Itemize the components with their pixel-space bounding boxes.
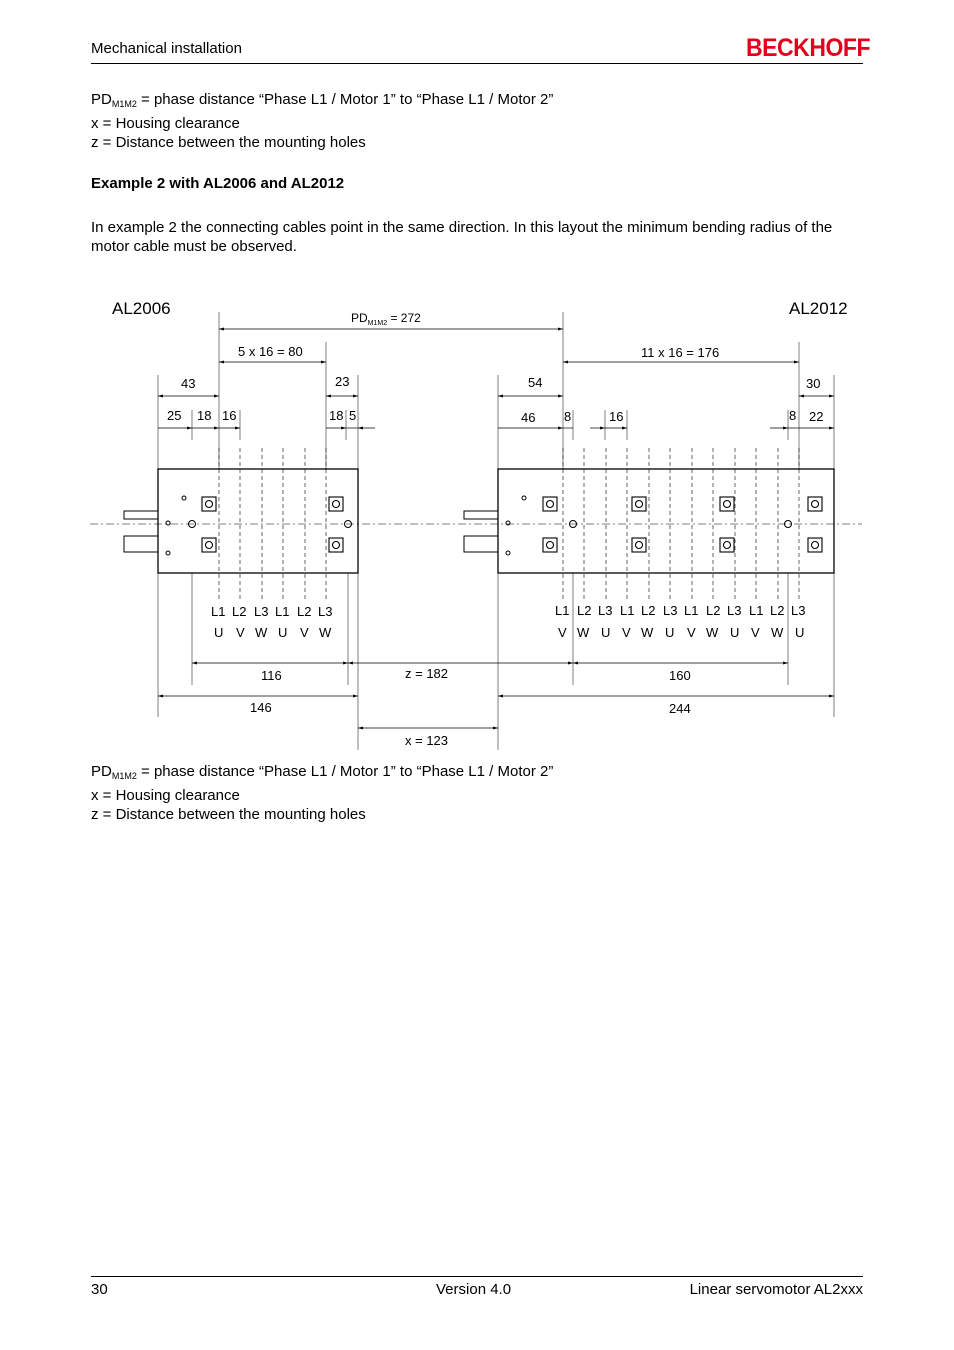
svg-text:W: W (255, 625, 268, 640)
svg-text:W: W (641, 625, 654, 640)
dim-5x16: 5 x 16 = 80 (238, 344, 303, 359)
legend-x-line: x = Housing clearance (91, 115, 240, 132)
dim-22: 22 (809, 409, 824, 424)
svg-text:V: V (622, 625, 631, 640)
svg-text:U: U (665, 625, 675, 640)
phase-labels-right (555, 603, 805, 618)
wire-labels-right (558, 625, 804, 640)
svg-text:U: U (278, 625, 288, 640)
svg-text:L2: L2 (297, 604, 312, 619)
beckhoff-logo: BECKHOFF (746, 34, 871, 62)
legend-z-line: z = Distance between the mounting holes (91, 134, 366, 151)
dim-46: 46 (521, 410, 536, 425)
svg-text:L1: L1 (620, 603, 635, 618)
dim-8b: 8 (789, 408, 797, 423)
svg-text:L1: L1 (555, 603, 570, 618)
legend-x-line: x = Housing clearance (91, 787, 240, 804)
svg-text:L3: L3 (727, 603, 742, 618)
phase-labels-left (211, 604, 332, 619)
dim-25: 25 (167, 408, 182, 423)
svg-text:V: V (236, 625, 245, 640)
product-name: Linear servomotor AL2xxx (689, 1281, 863, 1298)
dim-5: 5 (349, 408, 357, 423)
dim-146: 146 (250, 700, 272, 715)
svg-text:W: W (706, 625, 719, 640)
dim-23: 23 (335, 374, 350, 389)
page-number: 30 (91, 1281, 108, 1298)
wire-labels-left (214, 625, 332, 640)
dim-8a: 8 (564, 409, 572, 424)
svg-text:L2: L2 (770, 603, 785, 618)
svg-text:L3: L3 (663, 603, 678, 618)
svg-text:L1: L1 (275, 604, 290, 619)
svg-text:L1: L1 (684, 603, 699, 618)
dim-16a: 16 (222, 408, 237, 423)
svg-text:L3: L3 (598, 603, 613, 618)
legend-pd-line: $PD_{M1M2}$ = phase distance “Phase L1 / Motor 1” to “Phase L1 / Motor 2” (91, 763, 554, 781)
dim-x: x = 123 (405, 733, 449, 748)
pd-dimension: $PD_{M1M2} = 272$ (351, 311, 421, 327)
svg-text:L2: L2 (232, 604, 247, 619)
svg-text:V: V (751, 625, 760, 640)
svg-text:V: V (300, 625, 309, 640)
svg-text:W: W (771, 625, 784, 640)
svg-text:U: U (730, 625, 740, 640)
svg-text:L2: L2 (706, 603, 721, 618)
svg-text:L1: L1 (211, 604, 226, 619)
header-section-title: Mechanical installation (91, 40, 242, 57)
svg-text:U: U (214, 625, 224, 640)
dim-11x16: 11 x 16 = 176 (641, 345, 720, 360)
dim-116: 116 (261, 668, 282, 683)
example-heading: Example 2 with AL2006 and AL2012 (91, 175, 345, 192)
svg-text:U: U (795, 625, 805, 640)
dim-244: 244 (669, 701, 691, 716)
svg-text:L3: L3 (791, 603, 806, 618)
svg-text:L1: L1 (749, 603, 764, 618)
svg-text:V: V (687, 625, 696, 640)
svg-text:L2: L2 (577, 603, 592, 618)
dim-160: 160 (669, 668, 691, 683)
dim-43: 43 (181, 376, 196, 391)
dim-16b: 16 (609, 409, 624, 424)
motor2-label: AL2012 (789, 299, 848, 318)
legend-bottom (91, 762, 553, 824)
svg-text:L2: L2 (641, 603, 656, 618)
legend-pd-line: $PD_{M1M2}$ = phase distance “Phase L1 / Motor 1” to “Phase L1 / Motor 2” (91, 91, 554, 109)
dim-18b: 18 (329, 408, 344, 423)
version-label: Version 4.0 (436, 1281, 512, 1298)
svg-text:V: V (558, 625, 567, 640)
svg-text:L3: L3 (318, 604, 333, 619)
svg-text:W: W (577, 625, 590, 640)
svg-text:U: U (601, 625, 611, 640)
svg-text:L3: L3 (254, 604, 269, 619)
legend-z-line: z = Distance between the mounting holes (91, 806, 366, 823)
svg-text:W: W (319, 625, 332, 640)
dim-18a: 18 (197, 408, 212, 423)
dim-54: 54 (528, 375, 543, 390)
example-paragraph: In example 2 the connecting cables point in the same direction. In this layout the minimum bending radius of the motor cable must be observed. (91, 219, 833, 255)
dim-30: 30 (806, 376, 821, 391)
motor1-label: AL2006 (112, 299, 171, 318)
dim-z: z = 182 (405, 666, 449, 681)
footer-rule (91, 1276, 863, 1277)
